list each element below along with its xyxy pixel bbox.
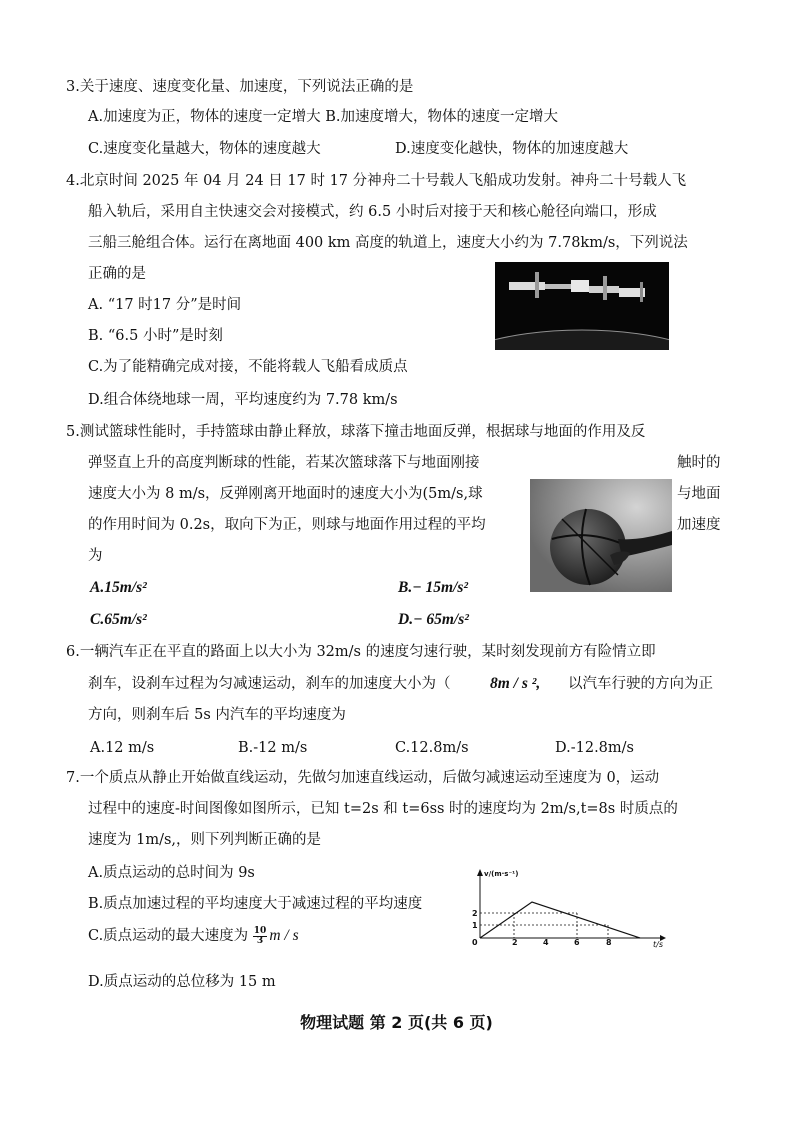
q6-acceleration-value: 8m / s ², xyxy=(490,675,541,692)
q7-option-b: B.质点加速过程的平均速度大于减速过程的平均速度 xyxy=(88,896,423,912)
q5-stem-line3b: 与地面 xyxy=(677,486,721,502)
q5-stem-line4b: 加速度 xyxy=(677,517,721,533)
q5-stem-line1: 5.测试篮球性能时，手持篮球由静止释放，球落下撞击地面反弹，根据球与地面的作用及反 xyxy=(66,424,646,440)
graph-xtick-4: 4 xyxy=(543,938,549,947)
q4-option-a: A. “17 时17 分”是时间 xyxy=(88,297,242,313)
graph-ytick-2: 2 xyxy=(472,909,478,918)
q6-stem-line2a: 刹车，设刹车过程为匀减速运动，刹车的加速度大小为（ xyxy=(88,676,451,692)
graph-xlabel: t/s xyxy=(653,940,663,949)
q6-option-a: A.12 m/s xyxy=(90,740,155,756)
q3-stem: 3.关于速度、速度变化量、加速度，下列说法正确的是 xyxy=(66,79,414,95)
velocity-time-graph xyxy=(470,866,670,950)
q7-option-c-text: C.质点运动的最大速度为 xyxy=(88,928,249,944)
q5-option-a: A.15m/s² xyxy=(90,579,147,596)
q7-stem-line3: 速度为 1m/s,，则下列判断正确的是 xyxy=(88,832,322,848)
q6-stem-line1: 6.一辆汽车正在平直的路面上以大小为 32m/s 的速度匀速行驶，某时刻发现前方有险情立即 xyxy=(66,644,656,660)
q6-option-c: C.12.8m/s xyxy=(395,740,469,756)
graph-origin: 0 xyxy=(472,938,478,947)
q5-stem-line2a: 弹竖直上升的高度判断球的性能，若某次篮球落下与地面刚接 xyxy=(88,455,480,471)
graph-ytick-1: 1 xyxy=(472,921,478,930)
q4-stem-line4: 正确的是 xyxy=(88,266,146,282)
q7-option-a: A.质点运动的总时间为 9s xyxy=(88,865,255,881)
q3-option-c: C.速度变化量越大，物体的速度越大 xyxy=(88,141,321,157)
q7-stem-line2: 过程中的速度-时间图像如图所示，已知 t=2s 和 t=6ss 时的速度均为 2m/s,t=8s 时质点的 xyxy=(88,801,678,817)
q5-option-b: B.− 15m/s² xyxy=(398,579,469,596)
q6-option-d: D.-12.8m/s xyxy=(555,740,634,756)
q7-option-c-fraction xyxy=(253,927,268,946)
fraction-denominator: 3 xyxy=(256,935,264,946)
q7-option-c xyxy=(88,926,299,946)
q5-stem-line2b: 触时的 xyxy=(677,455,721,471)
basketball-photo xyxy=(530,479,672,592)
graph-xtick-2: 2 xyxy=(512,938,518,947)
q4-option-c: C.为了能精确完成对接，不能将载人飞船看成质点 xyxy=(88,359,408,375)
q4-stem-line3: 三船三舱组合体。运行在离地面 400 km 高度的轨道上，速度大小约为 7.78km/s，下列说法 xyxy=(88,235,688,251)
q4-stem-line2: 船入轨后，采用自主快速交会对接模式，约 6.5 小时后对接于天和核心舱径向端口，形成 xyxy=(88,204,657,220)
q6-stem-line2c: 以汽车行驶的方向为正 xyxy=(568,676,713,692)
q3-option-ab: A.加速度为正，物体的速度一定增大 B.加速度增大，物体的速度一定增大 xyxy=(88,109,558,125)
q7-stem-line1: 7.一个质点从静止开始做直线运动，先做匀加速直线运动，后做匀减速运动至速度为 0，运动 xyxy=(66,770,660,786)
q7-option-d: D.质点运动的总位移为 15 m xyxy=(88,974,276,990)
q4-stem-line1: 4.北京时间 2025 年 04 月 24 日 17 时 17 分神舟二十号载人飞船成功发射。神舟二十号载人飞 xyxy=(66,173,687,189)
q5-option-c: C.65m/s² xyxy=(90,611,147,628)
q4-option-b: B. “6.5 小时”是时刻 xyxy=(88,328,223,344)
space-station-photo xyxy=(495,262,669,350)
q6-option-b: B.-12 m/s xyxy=(238,740,308,756)
graph-ylabel: v/(m·s⁻¹) xyxy=(484,870,519,878)
q5-stem-line5: 为 xyxy=(88,548,103,564)
q5-option-d: D.− 65m/s² xyxy=(398,611,469,628)
graph-xtick-6: 6 xyxy=(574,938,580,947)
q5-stem-line4a: 的作用时间为 0.2s，取向下为正，则球与地面作用过程的平均 xyxy=(88,517,486,533)
graph-xtick-8: 8 xyxy=(606,938,612,947)
q6-stem-line3: 方向，则刹车后 5s 内汽车的平均速度为 xyxy=(88,707,346,723)
fraction-numerator: 10 xyxy=(253,925,267,936)
q3-option-d: D.速度变化越快，物体的加速度越大 xyxy=(395,141,629,157)
q5-stem-line3a: 速度大小为 8 m/s，反弹刚离开地面时的速度大小为(5m/s,球 xyxy=(88,486,483,502)
q7-option-c-unit: m / s xyxy=(269,927,299,944)
page-footer: 物理试题 第 2 页(共 6 页) xyxy=(300,1013,493,1032)
q4-option-d: D.组合体绕地球一周，平均速度约为 7.78 km/s xyxy=(88,392,398,408)
